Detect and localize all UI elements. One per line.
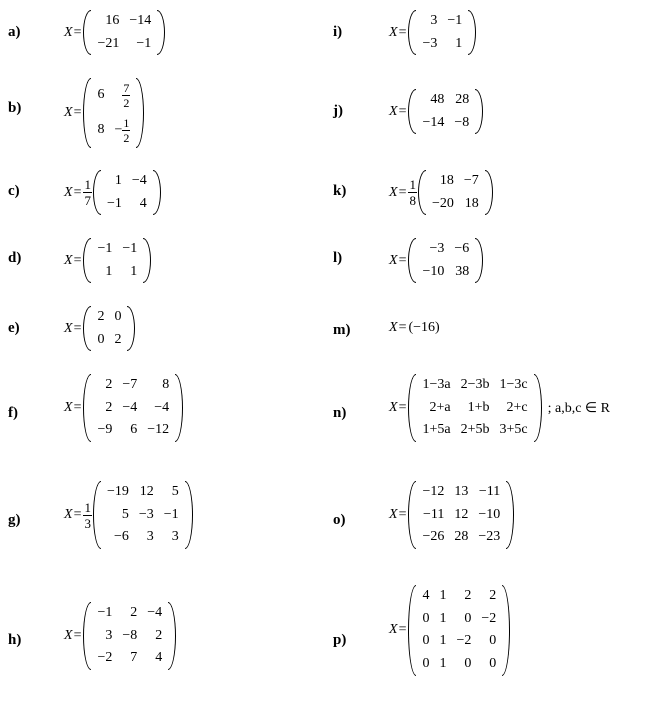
matrix-row <box>102 170 152 193</box>
matrix <box>408 374 541 442</box>
right-paren <box>468 10 476 55</box>
matrix-row <box>102 193 152 216</box>
scalar-factor <box>83 178 92 207</box>
matrix-cell: 2+c <box>506 399 528 415</box>
matrix-cell: 1+b <box>467 399 490 415</box>
equals-sign: = <box>398 184 407 200</box>
matrix-row <box>417 10 467 33</box>
matrix-grid <box>92 78 135 148</box>
matrix-cell: 4 <box>155 650 163 666</box>
matrix-cell: −1 <box>163 506 179 522</box>
equals-sign: = <box>398 400 407 416</box>
matrix-cell: −6 <box>113 529 129 545</box>
left-paren <box>93 481 101 549</box>
matrix-row <box>92 238 142 261</box>
matrix-cell: 12 <box>454 506 469 522</box>
matrix-cell: 13 <box>454 484 469 499</box>
matrix-cell: −19 <box>106 484 129 499</box>
matrix-cell: −12 <box>147 422 170 438</box>
matrix <box>408 10 476 55</box>
variable-x: X <box>389 103 398 119</box>
matrix-cell: 1 <box>439 588 447 603</box>
right-paren <box>185 481 193 549</box>
problem-label: m) <box>333 322 351 338</box>
matrix-cell: 2 <box>105 399 113 415</box>
left-paren <box>83 78 91 148</box>
left-paren <box>408 89 416 134</box>
matrix-cell: 4 <box>422 588 430 603</box>
variable-x: X <box>389 320 398 335</box>
matrix-row <box>417 238 474 261</box>
problem-label: h) <box>8 632 22 648</box>
variable-x: X <box>389 400 398 416</box>
equals-sign: = <box>398 507 407 523</box>
matrix-cell: −12 <box>422 484 445 499</box>
matrix-cell: 2 <box>105 377 113 392</box>
matrix <box>93 481 193 549</box>
equation-o <box>389 481 514 549</box>
matrix-cell: 18 <box>439 173 454 188</box>
equals-sign: = <box>73 184 82 200</box>
matrix-cell: 1+5a <box>422 422 451 438</box>
variable-x: X <box>64 400 73 416</box>
equation-j <box>389 89 483 134</box>
left-paren <box>408 585 416 676</box>
matrix-grid <box>417 89 474 134</box>
matrix-row <box>417 419 532 442</box>
variable-x: X <box>389 622 398 638</box>
matrix-row <box>417 526 505 549</box>
scalar-matrix: (−16) <box>408 320 440 335</box>
problem-label: a) <box>8 24 21 40</box>
equals-sign: = <box>73 400 82 416</box>
matrix-cell: −26 <box>422 529 445 545</box>
right-paren <box>475 89 483 134</box>
matrix <box>83 10 165 55</box>
matrix-row <box>102 526 184 549</box>
problem-label: l) <box>333 250 343 266</box>
matrix <box>83 78 144 148</box>
left-paren <box>83 374 91 442</box>
matrix-cell: −8 <box>454 114 470 130</box>
variable-x: X <box>389 507 398 523</box>
left-paren <box>83 238 91 283</box>
equation-i <box>389 10 476 55</box>
matrix-cell: −4 <box>147 605 163 620</box>
matrix <box>83 374 183 442</box>
equals-sign: = <box>398 622 407 638</box>
matrix-cell: 0 <box>464 610 472 626</box>
matrix-cell: −3 <box>138 506 154 522</box>
matrix-cell: −9 <box>97 422 113 438</box>
matrix-cell: 1 <box>439 610 447 626</box>
left-paren <box>418 170 426 215</box>
factor-numerator: 1 <box>84 177 91 193</box>
matrix-grid <box>417 238 474 283</box>
matrix <box>408 89 483 134</box>
matrix-row <box>427 193 484 216</box>
matrix-cell: −4 <box>131 173 147 188</box>
matrix-cell: 18 <box>464 195 479 211</box>
matrix-cell: 0 <box>464 656 472 672</box>
matrix <box>418 170 493 215</box>
variable-x: X <box>389 24 398 40</box>
problem-label: g) <box>8 512 21 528</box>
matrix-cell: 0 <box>422 633 430 649</box>
matrix-row <box>417 112 474 135</box>
problem-label: k) <box>333 183 347 199</box>
matrix-cell: −2 <box>97 650 113 666</box>
problem-label: p) <box>333 632 347 648</box>
matrix-cell: 3 <box>146 529 154 545</box>
matrix-row <box>92 78 135 113</box>
equation-k <box>389 170 493 215</box>
equation-a <box>64 10 165 55</box>
cell-sign: − <box>114 122 123 138</box>
matrix-cell: 48 <box>430 92 445 107</box>
matrix-cell: −7 <box>122 377 138 392</box>
left-paren <box>83 602 91 670</box>
matrix-cell: −10 <box>478 506 501 522</box>
matrix-grid <box>92 306 126 351</box>
equals-sign: = <box>73 628 82 644</box>
equation-e <box>64 306 135 351</box>
right-paren <box>534 374 542 442</box>
fraction-denominator: 2 <box>123 96 130 110</box>
matrix-cell: 1−3c <box>499 377 528 392</box>
matrix-cell: −1 <box>97 605 113 620</box>
equals-sign: = <box>73 507 82 523</box>
matrix-grid <box>417 10 467 55</box>
matrix-cell: −1 <box>136 35 152 51</box>
left-paren <box>408 10 416 55</box>
matrix-cell: 8 <box>162 377 170 392</box>
matrix-cell: −7 <box>463 173 479 188</box>
matrix-row <box>92 602 167 625</box>
matrix-row <box>92 647 167 670</box>
left-paren <box>408 481 416 549</box>
matrix-cell: 0 <box>489 656 497 672</box>
matrix-cell: 0 <box>422 610 430 626</box>
matrix-grid <box>92 10 156 55</box>
factor-numerator: 1 <box>409 177 416 193</box>
matrix-cell: 4 <box>139 195 147 211</box>
matrix-row <box>92 397 174 420</box>
right-paren <box>153 170 161 215</box>
matrix-cell: −14 <box>129 13 152 28</box>
matrix-cell: −3 <box>429 241 445 256</box>
matrix-row <box>92 113 135 148</box>
matrix-cell: 0 <box>114 309 122 324</box>
matrix-cell: 1 <box>455 35 463 51</box>
equals-sign: = <box>398 103 407 119</box>
matrix-cell: 0 <box>97 331 105 347</box>
problem-label: b) <box>8 100 22 116</box>
equals-sign: = <box>398 320 407 335</box>
matrix-cell: 28 <box>454 529 469 545</box>
right-paren <box>157 10 165 55</box>
matrix-row <box>417 374 532 397</box>
matrix-cell: 7 <box>130 650 138 666</box>
matrix-row <box>417 653 501 676</box>
matrix <box>83 238 151 283</box>
matrix-cell: 38 <box>455 263 470 279</box>
matrix-cell: 8 <box>97 122 105 138</box>
matrix-row <box>102 481 184 504</box>
matrix-grid <box>102 170 152 215</box>
matrix-row <box>417 630 501 653</box>
matrix-row <box>92 419 174 442</box>
equation-l <box>389 238 483 283</box>
matrix-cell: −1 <box>122 241 138 256</box>
right-paren <box>175 374 183 442</box>
matrix-cell: 3 <box>105 627 113 643</box>
matrix-cell: −1 <box>97 241 113 256</box>
matrix-grid <box>417 585 501 676</box>
equation-m <box>389 320 440 336</box>
matrix-row <box>417 585 501 608</box>
right-paren <box>143 238 151 283</box>
left-paren <box>408 238 416 283</box>
matrix-row <box>427 170 484 193</box>
matrix-cell: 6 <box>97 87 105 103</box>
right-paren <box>502 585 510 676</box>
matrix-cell: 2 <box>155 627 163 643</box>
equation-h <box>64 602 176 670</box>
matrix-cell: −4 <box>122 399 138 415</box>
matrix-grid <box>427 170 484 215</box>
matrix-cell: 1 <box>105 263 113 279</box>
problem-label: n) <box>333 405 347 421</box>
matrix-cell: −10 <box>422 263 445 279</box>
matrix-grid <box>92 602 167 670</box>
matrix-row <box>417 608 501 631</box>
matrix-row <box>417 397 532 420</box>
matrix-grid <box>417 481 505 549</box>
matrix-cell: −14 <box>422 114 445 130</box>
problem-label: c) <box>8 183 20 199</box>
matrix-cell: 3+5c <box>499 422 528 438</box>
matrix-cell: 28 <box>455 92 470 107</box>
matrix-cell: 1 <box>130 263 138 279</box>
matrix-row <box>417 33 467 56</box>
matrix-cell: 2 <box>114 331 122 347</box>
problem-label: d) <box>8 250 22 266</box>
matrix <box>83 602 176 670</box>
matrix-cell: 2 <box>130 605 138 620</box>
equals-sign: = <box>398 24 407 40</box>
matrix-row <box>92 261 142 284</box>
problem-label: j) <box>333 103 343 119</box>
left-paren <box>83 306 91 351</box>
matrix-cell: −3 <box>422 35 438 51</box>
equals-sign: = <box>73 320 82 336</box>
matrix-cell: −11 <box>422 506 445 522</box>
right-paren <box>506 481 514 549</box>
fraction-numerator: 1 <box>123 116 130 130</box>
matrix-cell <box>109 113 135 148</box>
matrix <box>408 238 483 283</box>
equation-n <box>389 374 610 442</box>
matrix-row <box>92 329 126 352</box>
matrix-cell: −1 <box>106 195 122 211</box>
matrix-cell: 3 <box>171 529 179 545</box>
matrix-cell: −23 <box>478 529 501 545</box>
equation-d <box>64 238 151 283</box>
problem-label: e) <box>8 320 20 336</box>
matrix-cell: −11 <box>478 484 501 499</box>
right-paren <box>485 170 493 215</box>
fraction-denominator: 2 <box>123 131 130 145</box>
matrix-row <box>92 306 126 329</box>
matrix-cell: 2 <box>464 588 472 603</box>
matrix-row <box>417 481 505 504</box>
problem-label: f) <box>8 405 18 421</box>
factor-denominator: 3 <box>84 515 91 531</box>
variable-x: X <box>64 184 73 200</box>
factor-denominator: 7 <box>84 193 91 209</box>
equals-sign: = <box>73 252 82 268</box>
problem-label: i) <box>333 24 343 40</box>
left-paren <box>83 10 91 55</box>
matrix-cell: 1 <box>114 173 122 188</box>
parameter-condition: ; a,b,c ∈ R <box>547 400 610 416</box>
matrix-cell: −6 <box>454 241 470 256</box>
matrix-cell <box>109 78 135 113</box>
matrix-cell: 1−3a <box>422 377 451 392</box>
matrix-cell: 0 <box>422 656 430 672</box>
matrix-grid <box>92 374 174 442</box>
matrix-row <box>92 625 167 648</box>
variable-x: X <box>64 105 73 120</box>
right-paren <box>168 602 176 670</box>
matrix-cell: 0 <box>489 633 497 649</box>
variable-x: X <box>389 252 398 268</box>
matrix-cell: 2−3b <box>460 377 490 392</box>
cell-fraction <box>122 117 130 144</box>
scalar-factor <box>408 178 417 207</box>
matrix-row <box>92 10 156 33</box>
matrix-cell: 1 <box>439 656 447 672</box>
right-paren <box>475 238 483 283</box>
matrix-cell: −2 <box>481 610 497 626</box>
variable-x: X <box>64 507 73 523</box>
matrix-cell: −2 <box>456 633 472 649</box>
equation-c <box>64 170 161 215</box>
matrix-cell: −1 <box>447 13 463 28</box>
variable-x: X <box>64 252 73 268</box>
matrix-row <box>92 33 156 56</box>
matrix <box>83 306 135 351</box>
matrix-cell: 16 <box>105 13 120 28</box>
matrix-cell: −21 <box>97 35 120 51</box>
matrix-cell: 5 <box>121 506 129 522</box>
matrix-cell: 5 <box>171 484 179 499</box>
matrix-row <box>417 261 474 284</box>
right-paren <box>127 306 135 351</box>
cell-fraction <box>122 82 130 109</box>
equation-f <box>64 374 183 442</box>
problem-label: o) <box>333 512 346 528</box>
matrix-cell: −8 <box>122 627 138 643</box>
factor-denominator: 8 <box>409 193 416 209</box>
matrix-row <box>417 89 474 112</box>
scalar-factor <box>83 501 92 530</box>
equals-sign: = <box>398 252 407 268</box>
equation-b <box>64 78 144 148</box>
matrix-cell: −20 <box>431 195 454 211</box>
equals-sign: = <box>73 105 82 120</box>
left-paren <box>408 374 416 442</box>
equals-sign: = <box>73 24 82 40</box>
matrix-cell: 6 <box>130 422 138 438</box>
matrix <box>93 170 161 215</box>
fraction-numerator: 7 <box>123 81 130 95</box>
factor-numerator: 1 <box>84 499 91 515</box>
variable-x: X <box>64 628 73 644</box>
matrix-row <box>417 504 505 527</box>
matrix-grid <box>102 481 184 549</box>
matrix-cell: 3 <box>430 13 438 28</box>
variable-x: X <box>64 24 73 40</box>
matrix-row <box>102 504 184 527</box>
matrix <box>408 585 510 676</box>
matrix-cell: 2 <box>97 309 105 324</box>
equation-g <box>64 481 193 549</box>
matrix-grid <box>417 374 532 442</box>
matrix-cell: −4 <box>154 399 170 415</box>
matrix-grid <box>92 238 142 283</box>
left-paren <box>93 170 101 215</box>
matrix-cell: 12 <box>139 484 154 499</box>
matrix-cell: 2+a <box>429 399 451 415</box>
variable-x: X <box>389 184 398 200</box>
equation-p <box>389 585 510 676</box>
matrix-row <box>92 374 174 397</box>
matrix-cell: 1 <box>439 633 447 649</box>
right-paren <box>136 78 144 148</box>
matrix <box>408 481 514 549</box>
variable-x: X <box>64 320 73 336</box>
matrix-cell: 2 <box>489 588 497 603</box>
matrix-cell: 2+5b <box>460 422 490 438</box>
